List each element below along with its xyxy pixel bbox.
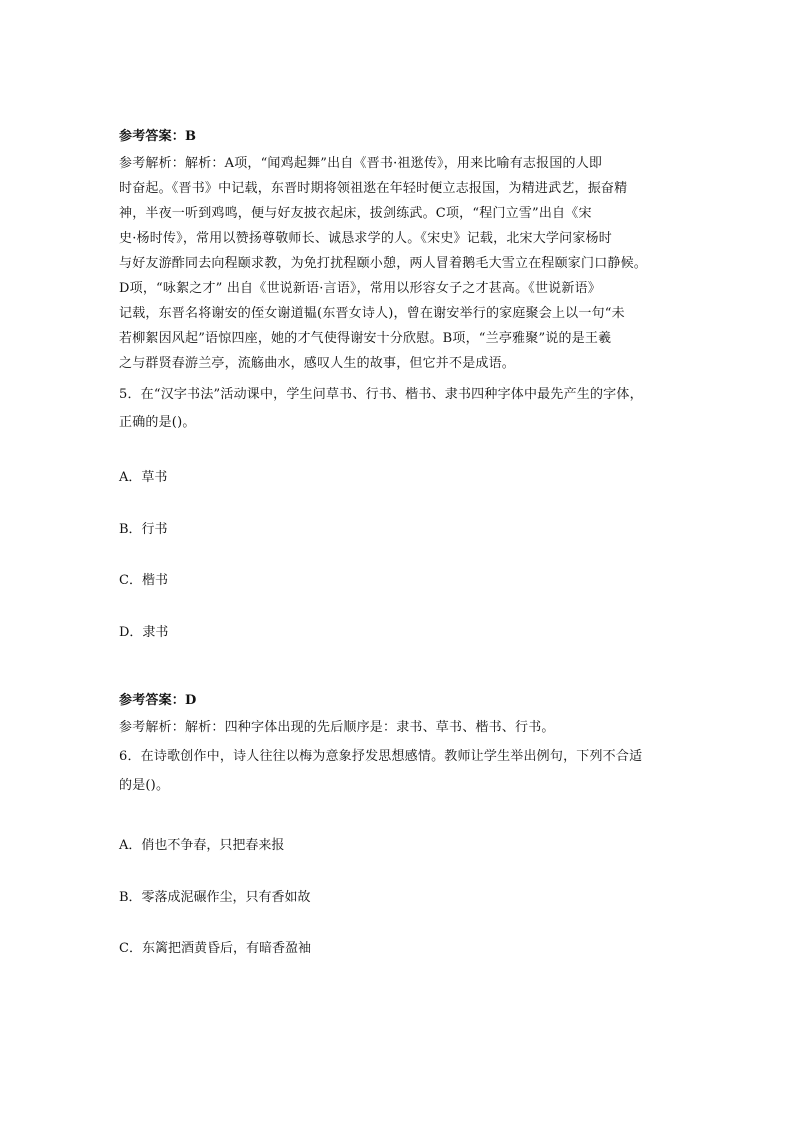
q5-option-b: B．行书 [119,522,168,537]
q6-stem-line: 的是()。 [119,778,170,793]
q4-analysis-line: D项，“咏絮之才” 出自《世说新语·言语》，常用以形容女子之才甚高。《世说新语》 [119,281,601,296]
q5-option-a: A．草书 [119,470,168,485]
q4-analysis-line: 记载，东晋名将谢安的侄女谢道韫(东晋女诗人)，曾在谢安举行的家庭聚会上以一句“未 [119,306,625,321]
q6-option-c: C．东篱把酒黄昏后，有暗香盈袖 [119,941,311,956]
q5-stem-line: 5．在“汉字书法”活动课中，学生问草书、行书、楷书、隶书四种字体中最先产生的字体， [119,387,643,402]
q4-answer-label: 参考答案：B [119,129,197,144]
q5-option-d: D．隶书 [119,625,169,640]
q4-analysis-line: 史·杨时传》，常用以赞扬尊敬师长、诚恳求学的人。《宋史》记载，北宋大学问家杨时 [119,231,612,246]
q4-analysis-line: 神，半夜一听到鸡鸣，便与好友披衣起床，拔剑练武。C项，“程门立雪”出自《宋 [119,206,592,221]
q6-option-a: A．俏也不争春，只把春来报 [119,838,285,853]
q4-analysis-line: 与好友游酢同去向程颐求教，为免打扰程颐小憩，两人冒着鹅毛大雪立在程颐家门口静候。 [119,256,648,271]
q4-analysis-line: 之与群贤春游兰亭，流觞曲水，感叹人生的故事，但它并不是成语。 [119,356,516,371]
q4-analysis-line: 参考解析：解析：A项，“闻鸡起舞”出自《晋书·祖逖传》，用来比喻有志报国的人即 [119,156,603,171]
q5-option-c: C．楷书 [119,573,168,588]
q6-option-b: B．零落成泥碾作尘，只有香如故 [119,890,311,905]
q5-analysis: 参考解析：解析：四种字体出现的先后顺序是：隶书、草书、楷书、行书。 [119,720,555,735]
q5-answer-label: 参考答案：D [119,693,197,708]
q4-analysis-line: 若柳絮因风起”语惊四座，她的才气使得谢安十分欣慰。B项，“兰亭雅聚”说的是王羲 [119,331,612,346]
q5-stem-line: 正确的是()。 [119,415,196,430]
q4-analysis-line: 时奋起。《晋书》中记载，东晋时期将领祖逖在年轻时便立志报国，为精进武艺，振奋精 [119,181,628,196]
q6-stem-line: 6．在诗歌创作中，诗人往往以梅为意象抒发思想感情。教师让学生举出例句，下列不合适 [119,749,643,764]
